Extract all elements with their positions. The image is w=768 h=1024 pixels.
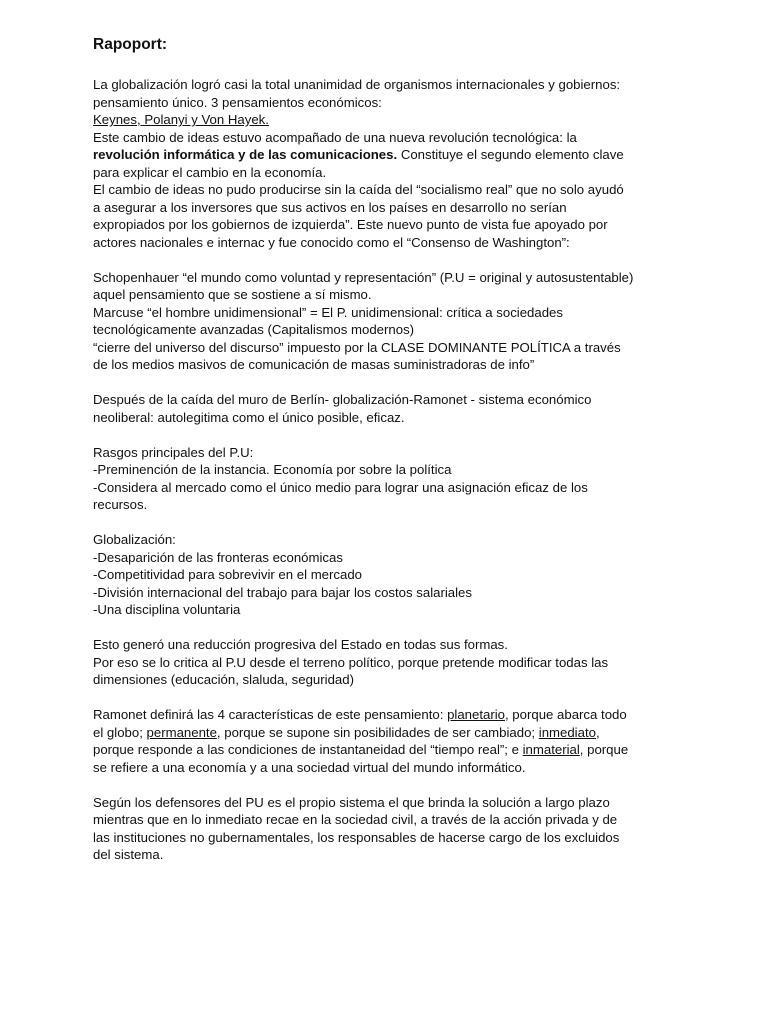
paragraph-ramonet [93, 706, 693, 776]
text-line: Schopenhauer “el mundo como voluntad y representación” (P.U = original y autosustentable) [93, 269, 634, 285]
text-line: se refiere a una economía y a una sociedad virtual del mundo informático. [93, 759, 526, 775]
text-line: Por eso se lo critica al P.U desde el terreno político, porque pretende modificar todas las [93, 654, 609, 670]
text-line: aquel pensamiento que se sostiene a sí mismo. [93, 287, 372, 302]
text-line: “cierre del universo del discurso” impuesto por la CLASE DOMINANTE POLÍTICA a través [93, 339, 621, 355]
text-line: Después de la caída del muro de Berlín- globalización-Ramonet - sistema económico [93, 392, 592, 407]
text-line: a asegurar a los inversores que sus activos en los países en desarrollo no serían [93, 199, 567, 215]
text-line: pensamiento único. 3 pensamientos económicos: [93, 94, 382, 110]
text-span: Constituye el segundo elemento clave [397, 147, 624, 162]
paragraph-defensores [93, 794, 693, 864]
text-span: , porque [579, 742, 629, 757]
text-line: Rasgos principales del P.U: [93, 444, 254, 460]
text-line [93, 146, 693, 164]
text-line: recursos. [93, 497, 148, 512]
text-line: Esto generó una reducción progresiva del Estado en todas sus formas. [93, 637, 508, 652]
text-line: neoliberal: autolegitima como el único posible, eficaz. [93, 409, 405, 425]
text-line [93, 706, 693, 724]
text-line: las instituciones no gubernamentales, los responsables de hacerse cargo de los excluidos [93, 829, 620, 845]
list-item: -Una disciplina voluntaria [93, 602, 241, 617]
list-item: -Competitividad para sobrevivir en el mercado [93, 567, 362, 582]
list-item: -División internacional del trabajo para bajar los costos salariales [93, 584, 472, 600]
underlined-term: permanente [146, 724, 217, 740]
paragraph-globalizacion-intro [93, 76, 693, 251]
text-line: Globalización: [93, 532, 176, 547]
text-line: de los medios masivos de comunicación de masas suministradoras de info” [93, 357, 535, 372]
text-line: para explicar el cambio en la economía. [93, 164, 327, 180]
text-line [93, 724, 693, 742]
bold-phrase: revolución informática y de las comunicaciones. [93, 147, 398, 162]
text-span: porque responde a las condiciones de instantaneidad del “tiempo real”; e [93, 742, 523, 757]
text-line: Este cambio de ideas estuvo acompañado de una nueva revolución tecnológica: la [93, 129, 577, 145]
text-span: , porque se supone sin posibilidades de ser cambiado; [216, 724, 539, 740]
text-line [93, 741, 693, 759]
paragraph-rasgos [93, 444, 693, 514]
underlined-authors: Keynes, Polanyi y Von Hayek. [93, 112, 269, 127]
text-span: , porque abarca todo [504, 707, 627, 722]
text-line: Marcuse “el hombre unidimensional” = El P. unidimensional: crítica a sociedades [93, 304, 563, 320]
text-line: El cambio de ideas no pudo producirse sin la caída del “socialismo real” que no solo ayudó [93, 182, 624, 197]
text-span: el globo; [93, 724, 147, 740]
document-body [93, 36, 693, 881]
underlined-term: planetario [447, 707, 505, 722]
paragraph-berlin [93, 391, 693, 426]
text-span: , [595, 724, 600, 740]
text-line: del sistema. [93, 847, 164, 862]
paragraph-schopenhauer-marcuse [93, 269, 693, 374]
list-item: -Preminención de la instancia. Economía por sobre la política [93, 462, 452, 477]
text-span: Ramonet definirá las 4 características de este pensamiento: [93, 707, 448, 722]
text-line: mientras que en lo inmediato recae en la sociedad civil, a través de la acción privada y de [93, 812, 618, 827]
text-line: Según los defensores del PU es el propio sistema el que brinda la solución a largo plazo [93, 794, 610, 810]
text-line: expropiados por los gobiernos de izquierda”. Este nuevo punto de vista fue apoyado por [93, 217, 608, 232]
document-title: Rapoport: [93, 36, 168, 53]
list-item: -Desaparición de las fronteras económicas [93, 549, 343, 565]
text-line: dimensiones (educación, slaluda, seguridad) [93, 672, 354, 687]
text-line: actores nacionales e internac y fue conocido como el “Consenso de Washington”: [93, 234, 570, 250]
underlined-term: inmediato [538, 724, 596, 740]
text-line [93, 111, 693, 129]
text-line: tecnológicamente avanzadas (Capitalismos modernos) [93, 322, 415, 337]
underlined-term: inmaterial [522, 742, 580, 757]
paragraph-globalizacion-list [93, 531, 693, 619]
paragraph-estado [93, 636, 693, 689]
text-line: La globalización logró casi la total unanimidad de organismos internacionales y gobiernos: [93, 77, 621, 92]
list-item: -Considera al mercado como el único medio para lograr una asignación eficaz de los [93, 479, 588, 495]
